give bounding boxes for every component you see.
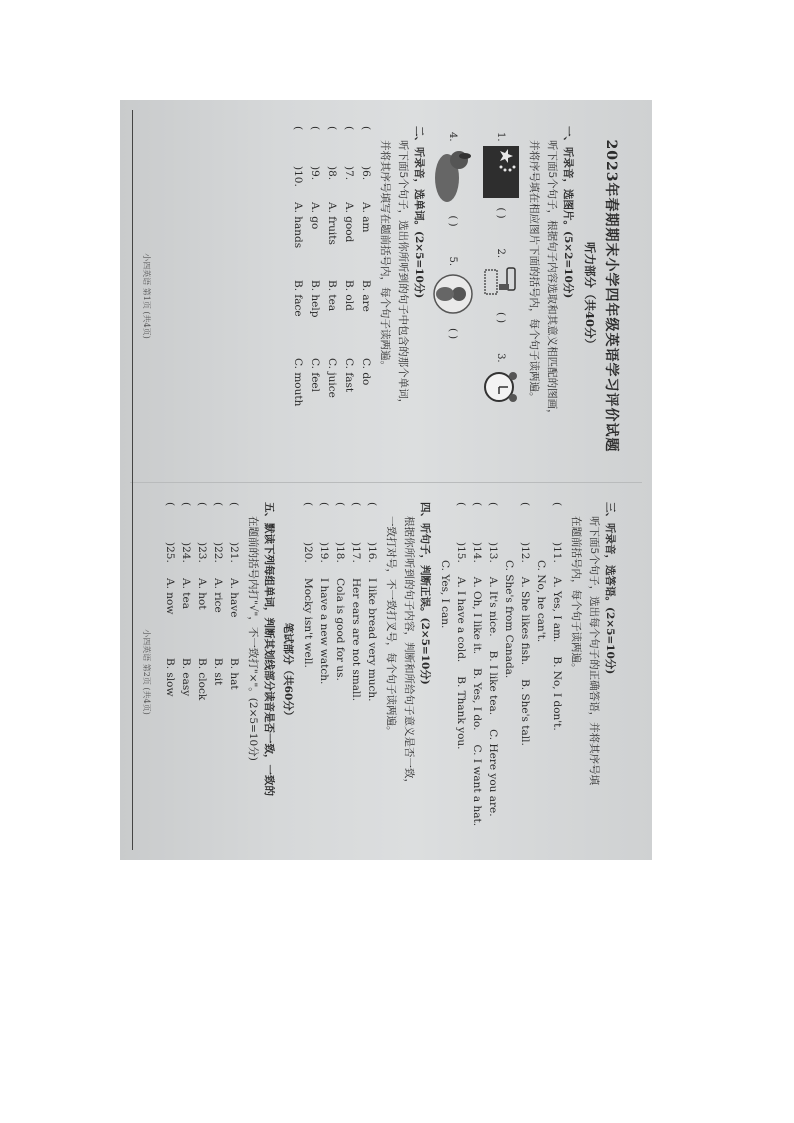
monkey-icon xyxy=(431,270,475,318)
section-four-title: 四、听句子，判断正误。(2×5=10分) xyxy=(419,502,431,685)
option-a: A. rice xyxy=(212,578,224,613)
option-c: C. feel xyxy=(309,358,321,393)
section-three-instruction: 在题前括号内，每个句子读两遍。 xyxy=(570,516,582,674)
question-number: )15. xyxy=(455,542,467,563)
option-c: C. No, he can't. xyxy=(535,560,547,643)
question-block xyxy=(501,502,533,842)
statement-text: I like bread very much. xyxy=(366,578,378,702)
picture-item xyxy=(481,132,521,219)
question-row xyxy=(226,502,242,842)
question-number: )24. xyxy=(180,542,192,563)
option-c: C. do xyxy=(360,358,372,386)
answer-paren[interactable]: ( xyxy=(334,502,346,507)
alarm-clock-icon xyxy=(481,367,521,407)
picture-number: 2. xyxy=(495,248,507,259)
option-b: B. are xyxy=(360,280,372,312)
question-row xyxy=(332,502,348,842)
question-row xyxy=(364,502,380,842)
page-fold xyxy=(130,482,642,483)
exam-photo xyxy=(120,100,652,860)
question-number: )10. xyxy=(292,166,304,187)
option-c: C. mouth xyxy=(292,358,304,407)
question-block xyxy=(437,502,469,842)
statement-text: I have a new watch. xyxy=(318,578,330,685)
option-b: B. She's tall. xyxy=(519,679,531,746)
question-number: )23. xyxy=(196,542,208,563)
option-a: A. go xyxy=(309,202,321,230)
section-two-title: 二、听录音，选单词。(2×5=10分) xyxy=(413,126,425,299)
question-number: )21. xyxy=(228,542,240,563)
page-border-line xyxy=(132,110,133,850)
answer-paren[interactable]: ( xyxy=(471,502,483,507)
option-b: B. hat xyxy=(228,658,240,690)
section-four-instruction: 一致打对号，不一致打叉号，每个句子读两遍。 xyxy=(385,516,397,737)
question-row xyxy=(210,502,226,842)
question-number: )6. xyxy=(360,166,372,181)
question-number: )25. xyxy=(164,542,176,563)
option-c: C. Yes, I can. xyxy=(439,560,451,629)
picture-item xyxy=(431,132,475,227)
question-row xyxy=(306,126,323,466)
answer-paren[interactable]: ( xyxy=(196,502,208,507)
section-one-title: 一、听录音，选图片。(5×2=10分) xyxy=(562,126,574,299)
question-row xyxy=(162,502,178,842)
option-c: C. Here you are. xyxy=(487,729,499,817)
question-row xyxy=(178,502,194,842)
question-row xyxy=(194,502,210,842)
option-a: A. good xyxy=(343,202,355,243)
option-b: B. clock xyxy=(196,658,208,701)
option-a: A. She likes fish. xyxy=(519,576,531,666)
china-flag-icon xyxy=(483,146,519,198)
question-row xyxy=(316,502,332,842)
option-a: A. fruits xyxy=(326,202,338,245)
question-number: )19. xyxy=(318,542,330,563)
answer-paren[interactable]: ( xyxy=(292,126,304,131)
page-one: 2023年春期期末小学四年级英语学习评价试题 听力部分（共40分） 一、听录音，选图片。(5×2=10分) 听下面5个句子，根据句子内容选取和其意义相匹配的图画， 并将序号填在相应图片下面的括号内，每个句子读两遍。 1. ( ) 2. ( ) 3. 4. ( ) 5. ( ) 二、听录音，选单词。(2×5=10分) 听下面5个句子，选出你所听到的句子中包含的那个单词， 并将其序号填写在题前括号内，每个句子读两遍。 ( )6. A. am B. are C. do ( )7. A. good B. old C. fast ( )8. A. fruits B. tea C. juice ( )9. A. go B. help C. feel ( )10. A. hands B. face C. mouth 小四英语 第1页 (共4页) xyxy=(289,126,622,466)
exam-paper xyxy=(130,110,642,850)
option-b: B. face xyxy=(292,280,304,317)
answer-paren[interactable]: ( xyxy=(326,126,338,131)
option-b: B. help xyxy=(309,280,321,318)
option-c: C. fast xyxy=(343,358,355,393)
question-row xyxy=(300,502,316,842)
section-three-instruction: 听下面5个句子，选出每个句子的正确答语，并将其序号填 xyxy=(588,516,600,786)
section-five-title: 五、默读下列每组单词，判断其划线部分读音是否一致，一致的 xyxy=(263,502,275,796)
answer-paren[interactable]: ( xyxy=(343,126,355,131)
picture-number: 1. xyxy=(495,132,507,142)
option-a: A. Yes, I am. xyxy=(551,576,563,643)
question-row xyxy=(289,126,306,466)
option-b: B. No, I don't. xyxy=(551,656,563,731)
answer-paren[interactable]: ( xyxy=(302,502,314,507)
section-one-instruction: 听下面5个句子，根据句子内容选取和其意义相匹配的图画， xyxy=(546,140,558,420)
section-two-instruction: 并将其序号填写在题前括号内，每个句子读两遍。 xyxy=(379,140,391,371)
question-block xyxy=(469,502,485,842)
picture-item xyxy=(431,257,475,340)
listening-part-heading: 听力部分（共40分） xyxy=(583,241,597,350)
question-block xyxy=(485,502,501,842)
answer-paren[interactable]: ( xyxy=(180,502,192,507)
answer-paren[interactable]: ( xyxy=(228,502,240,507)
section-four-instruction: 根据你所听到的句子内容，判断和所给句子意义是否一致， xyxy=(403,516,415,789)
question-number: )16. xyxy=(366,542,378,563)
option-b: B. tea xyxy=(326,280,338,312)
option-a: A. have xyxy=(228,578,240,618)
option-a: A. now xyxy=(164,578,176,615)
question-number: )12. xyxy=(519,542,531,563)
picture-number: 3. xyxy=(495,353,507,363)
question-number: )22. xyxy=(212,542,224,563)
option-b: B. I like tea. xyxy=(487,650,499,716)
statement-text: Her ears are not small. xyxy=(350,578,362,702)
picture-row xyxy=(431,132,475,466)
section-five-instruction: 在题前的括号内打"√"，不一致打"×"。(2×5=10分) xyxy=(247,516,259,761)
question-number: )18. xyxy=(334,542,346,563)
written-part-heading: 笔试部分（共60分） xyxy=(282,622,294,722)
picture-item xyxy=(481,249,521,324)
answer-blank: ( ) xyxy=(447,328,459,340)
faucet-icon xyxy=(483,262,519,302)
question-row xyxy=(348,502,364,842)
page-two: 三、听录音，选答语。(2×5=10分) 听下面5个句子，选出每个句子的正确答语，并将其序号填 在题前括号内，每个句子读两遍。 ( )11. A. Yes, I am. B. No, I don't. C. No, he can't. ( )12. A. She likes fish. B. She's tall. C. She's from Canada. ( )13. A. It's nice. B. I like tea. C. Here you are. ( )14. A. Oh, I like it. B. Yes, I do. C. I want a hat. ( )15. A. I have a cold. B. Thank you. C. Yes, I can. 四、听句子，判断正误。(2×5=10分) 根据你所听到的句子内容，判断和所给句子意义是否一致， 一致打对号，不一致打叉号，每个句子读两遍。 ( )16. I like bread very much. ( )17. Her ears are not small. ( )18. Cola is good for us. ( )19. I have a new watch. ( )20. Mocky isn't well. 笔试部分（共60分） 五、默读下列每组单词，判断其划线部分读音是否一致，一致的 在题前的括号内打"√"，不一致打"×"。(2×5=10分) ( )21. A. have B. hat ( )22. A. rice B. sit ( )23. A. hot B. clock ( )24. A. tea B. easy ( )25. A. now B. slow 小四英语 第2页 (共4页) xyxy=(162,502,622,842)
option-a: A. hands xyxy=(292,202,304,249)
option-a: A. Oh, I like it. xyxy=(471,576,483,655)
statement-text: Cola is good for us. xyxy=(334,578,346,681)
question-number: )14. xyxy=(471,542,483,563)
answer-blank: ( ) xyxy=(495,312,507,324)
option-c: C. She's from Canada. xyxy=(503,560,515,679)
section-two-instruction: 听下面5个句子，选出你所听到的句子中包含的那个单词， xyxy=(397,140,409,410)
question-block xyxy=(533,502,565,842)
option-b: B. old xyxy=(343,280,355,311)
question-row xyxy=(357,126,374,466)
answer-paren[interactable]: ( xyxy=(519,502,531,507)
answer-blank: ( ) xyxy=(447,215,459,227)
option-c: C. juice xyxy=(326,358,338,398)
section-one-instruction: 并将序号填在相应图片下面的括号内，每个句子读两遍。 xyxy=(528,140,540,403)
question-number: )11. xyxy=(551,542,563,563)
answer-blank: ( ) xyxy=(495,207,507,219)
answer-paren[interactable]: ( xyxy=(164,502,176,507)
option-a: A. tea xyxy=(180,578,192,609)
answer-paren[interactable]: ( xyxy=(309,126,321,131)
option-b: B. sit xyxy=(212,658,224,686)
question-row xyxy=(323,126,340,466)
answer-paren[interactable]: ( xyxy=(350,502,362,507)
option-a: A. It's nice. xyxy=(487,576,499,637)
question-number: )7. xyxy=(343,166,355,181)
question-number: )20. xyxy=(302,542,314,563)
answer-paren[interactable]: ( xyxy=(212,502,224,507)
picture-item xyxy=(481,353,521,407)
question-number: )13. xyxy=(487,542,499,563)
option-a: A. hot xyxy=(196,578,208,610)
dog-icon xyxy=(433,146,473,206)
answer-paren[interactable]: ( xyxy=(318,502,330,507)
option-b: B. slow xyxy=(164,658,176,697)
option-b: B. Yes, I do. xyxy=(471,668,483,731)
question-number: )9. xyxy=(309,166,321,181)
option-b: B. Thank you. xyxy=(455,676,467,750)
answer-paren[interactable]: ( xyxy=(551,502,563,507)
question-number: )17. xyxy=(350,542,362,563)
answer-paren[interactable]: ( xyxy=(366,502,378,507)
statement-text: Mocky isn't well. xyxy=(302,578,314,668)
answer-paren[interactable]: ( xyxy=(455,502,467,507)
picture-number: 4. xyxy=(447,132,459,142)
option-b: B. easy xyxy=(180,658,192,697)
option-a: A. am xyxy=(360,202,372,233)
option-c: C. I want a hat. xyxy=(471,744,483,827)
exam-title: 2023年春期期末小学四年级英语学习评价试题 xyxy=(603,139,619,453)
section-three-title: 三、听录音，选答语。(2×5=10分) xyxy=(604,502,616,675)
picture-row xyxy=(481,132,521,466)
option-a: A. I have a cold. xyxy=(455,576,467,663)
answer-paren[interactable]: ( xyxy=(360,126,372,131)
answer-paren[interactable]: ( xyxy=(487,502,499,507)
question-number: )8. xyxy=(326,166,338,181)
picture-number: 5. xyxy=(447,256,459,267)
question-row xyxy=(340,126,357,466)
